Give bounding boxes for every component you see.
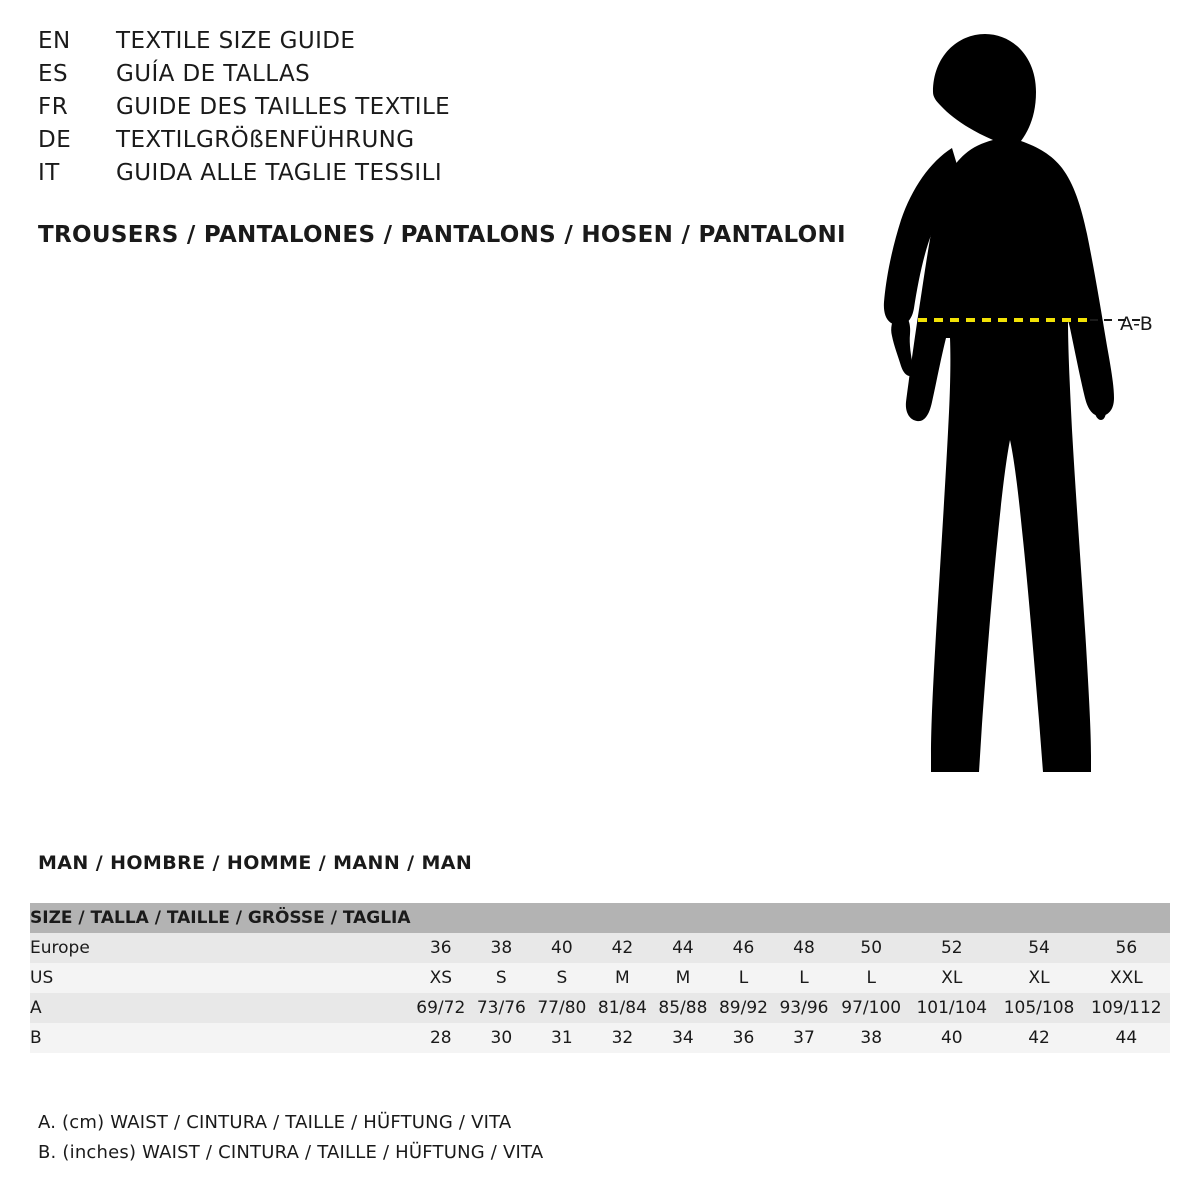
table-header-spacer	[471, 903, 532, 933]
cell-value: 38	[471, 933, 532, 963]
cell-value: 37	[774, 1023, 835, 1053]
footnotes	[38, 1108, 543, 1168]
language-title: GUÍA DE TALLAS	[116, 61, 311, 87]
table-row	[30, 993, 1170, 1023]
cell-value: 40	[908, 1023, 995, 1053]
language-row	[38, 160, 798, 193]
measure-label-ab: A-B	[1120, 313, 1154, 335]
table-row	[30, 1023, 1170, 1053]
table-header-spacer	[653, 903, 714, 933]
language-row	[38, 28, 798, 61]
cell-value: 50	[834, 933, 908, 963]
cell-value: 36	[713, 1023, 774, 1053]
cell-value: 32	[592, 1023, 653, 1053]
cell-value: M	[592, 963, 653, 993]
cell-value: L	[774, 963, 835, 993]
cell-value: 30	[471, 1023, 532, 1053]
language-row	[38, 127, 798, 160]
cell-value: 89/92	[713, 993, 774, 1023]
figure-silhouette	[800, 20, 1200, 800]
cell-value: 38	[834, 1023, 908, 1053]
garment-type-label: TROUSERS / PANTALONES / PANTALONS / HOSEN / PANTALONI	[38, 222, 846, 248]
table-header-spacer	[411, 903, 472, 933]
cell-value: M	[653, 963, 714, 993]
language-code: DE	[38, 127, 72, 153]
cell-value: 36	[411, 933, 472, 963]
cell-value: L	[713, 963, 774, 993]
cell-value: S	[532, 963, 593, 993]
table-header-spacer	[834, 903, 908, 933]
cell-value: XS	[411, 963, 472, 993]
cell-value: 52	[908, 933, 995, 963]
table-section-title: MAN / HOMBRE / HOMME / MANN / MAN	[38, 852, 473, 874]
language-title: TEXTILE SIZE GUIDE	[116, 28, 356, 54]
cell-value: 44	[653, 933, 714, 963]
language-header-block	[38, 28, 798, 193]
table-header-spacer	[774, 903, 835, 933]
table-header-spacer	[592, 903, 653, 933]
table-header-label: SIZE / TALLA / TAILLE / GRÖSSE / TAGLIA	[30, 903, 411, 933]
cell-value: XL	[908, 963, 995, 993]
cell-value: 48	[774, 933, 835, 963]
cell-value: 54	[995, 933, 1082, 963]
language-code: EN	[38, 28, 71, 54]
cell-value: 109/112	[1083, 993, 1170, 1023]
footnote-b: B. (inches) WAIST / CINTURA / TAILLE / HÜFTUNG / VITA	[38, 1142, 544, 1163]
row-label-b: B	[30, 1023, 411, 1053]
language-row	[38, 94, 798, 127]
cell-value: 34	[653, 1023, 714, 1053]
cell-value: 97/100	[834, 993, 908, 1023]
language-code: IT	[38, 160, 60, 186]
cell-value: 42	[592, 933, 653, 963]
cell-value: 56	[1083, 933, 1170, 963]
cell-value: 31	[532, 1023, 593, 1053]
table-header-spacer	[532, 903, 593, 933]
cell-value: 42	[995, 1023, 1082, 1053]
footnote-a: A. (cm) WAIST / CINTURA / TAILLE / HÜFTUNG / VITA	[38, 1112, 512, 1133]
table-header-spacer	[1083, 903, 1170, 933]
cell-value: 85/88	[653, 993, 714, 1023]
cell-value: XL	[995, 963, 1082, 993]
cell-value: 93/96	[774, 993, 835, 1023]
cell-value: 101/104	[908, 993, 995, 1023]
cell-value: XXL	[1083, 963, 1170, 993]
row-label-europe: Europe	[30, 933, 411, 963]
language-code: FR	[38, 94, 69, 120]
language-row	[38, 61, 798, 94]
row-label-a: A	[30, 993, 411, 1023]
table-row	[30, 963, 1170, 993]
language-title: TEXTILGRÖßENFÜHRUNG	[116, 127, 415, 153]
language-title: GUIDA ALLE TAGLIE TESSILI	[116, 160, 443, 186]
size-table	[30, 903, 1170, 1053]
cell-value: 40	[532, 933, 593, 963]
cell-value: 105/108	[995, 993, 1082, 1023]
cell-value: S	[471, 963, 532, 993]
language-code: ES	[38, 61, 69, 87]
table-row	[30, 933, 1170, 963]
measure-overlay	[800, 20, 1200, 800]
cell-value: 77/80	[532, 993, 593, 1023]
cell-value: 73/76	[471, 993, 532, 1023]
language-title: GUIDE DES TAILLES TEXTILE	[116, 94, 451, 120]
table-header-spacer	[908, 903, 995, 933]
row-label-us: US	[30, 963, 411, 993]
cell-value: 44	[1083, 1023, 1170, 1053]
table-header-spacer	[995, 903, 1082, 933]
cell-value: 28	[411, 1023, 472, 1053]
cell-value: 69/72	[411, 993, 472, 1023]
cell-value: 46	[713, 933, 774, 963]
cell-value: 81/84	[592, 993, 653, 1023]
table-header-spacer	[713, 903, 774, 933]
table-header-row	[30, 903, 1170, 933]
cell-value: L	[834, 963, 908, 993]
